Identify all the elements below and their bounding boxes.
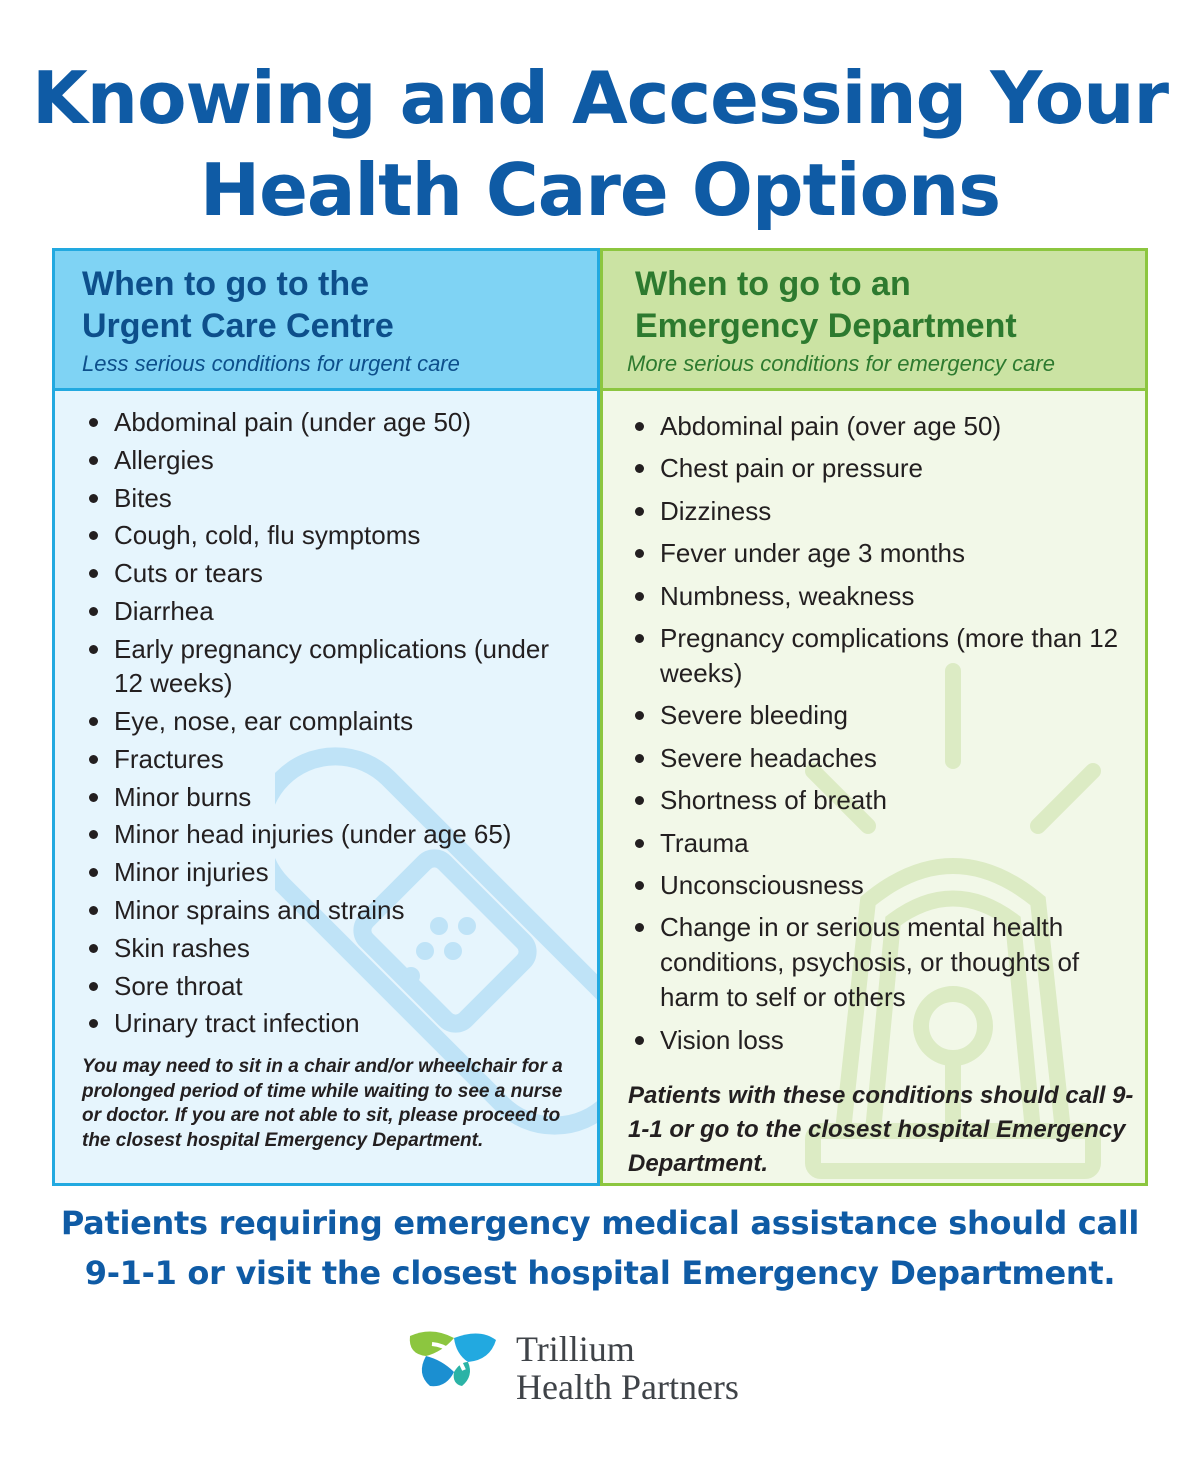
list-item: Allergies xyxy=(83,443,583,478)
list-item: Numbness, weakness xyxy=(629,579,1139,614)
list-item: Minor burns xyxy=(83,780,583,815)
emergency-panel xyxy=(600,248,1148,1186)
list-item: Fever under age 3 months xyxy=(629,536,1139,571)
trillium-logo-icon xyxy=(402,1326,502,1388)
list-item: Minor sprains and strains xyxy=(83,893,583,928)
urgent-care-heading xyxy=(82,263,394,347)
urgent-care-note: You may need to sit in a chair and/or wheelchair for a prolonged period of time while waiting to see a nurse or doctor. If you are not able to sit, please proceed to the closest hospital Emergency Department. xyxy=(82,1056,563,1151)
list-item: Chest pain or pressure xyxy=(629,451,1139,486)
list-item: Bites xyxy=(83,481,583,516)
logo-wordmark-line-2: Health Partners xyxy=(516,1367,739,1407)
emergency-conditions-list xyxy=(629,409,1139,1065)
logo-wordmark xyxy=(516,1330,739,1406)
urgent-care-subtitle: Less serious conditions for urgent care xyxy=(82,351,460,376)
list-item: Diarrhea xyxy=(83,594,583,629)
urgent-care-header xyxy=(55,251,600,391)
list-item: Eye, nose, ear complaints xyxy=(83,704,583,739)
list-item: Shortness of breath xyxy=(629,783,1139,818)
list-item: Abdominal pain (over age 50) xyxy=(629,409,1139,444)
emergency-call-message-line-1: Patients requiring emergency medical assistance should call xyxy=(60,1204,1140,1242)
list-item: Cuts or tears xyxy=(83,556,583,591)
list-item: Cough, cold, flu symptoms xyxy=(83,518,583,553)
emergency-heading xyxy=(635,263,1017,347)
list-item: Severe bleeding xyxy=(629,698,1139,733)
list-item: Dizziness xyxy=(629,494,1139,529)
page-title-line-2: Health Care Options xyxy=(199,148,1001,232)
urgent-care-panel xyxy=(52,248,600,1186)
logo-wordmark-line-1: Trillium xyxy=(516,1329,635,1369)
emergency-heading-line-2: Emergency Department xyxy=(635,307,1017,345)
emergency-subtitle: More serious conditions for emergency care xyxy=(627,351,1055,376)
trillium-logo xyxy=(402,1326,822,1407)
list-item: Sore throat xyxy=(83,969,583,1004)
urgent-care-conditions-list xyxy=(83,405,583,1044)
list-item: Change in or serious mental health conditions, psychosis, or thoughts of harm to self or others xyxy=(629,910,1139,1015)
list-item: Vision loss xyxy=(629,1023,1139,1058)
list-item: Skin rashes xyxy=(83,931,583,966)
list-item: Trauma xyxy=(629,826,1139,861)
emergency-call-message-line-2: 9-1-1 or visit the closest hospital Emergency Department. xyxy=(84,1254,1116,1292)
emergency-call-message xyxy=(0,1198,1200,1298)
list-item: Minor head injuries (under age 65) xyxy=(83,817,583,852)
list-item: Severe headaches xyxy=(629,741,1139,776)
urgent-care-heading-line-1: When to go to the xyxy=(82,265,370,303)
list-item: Fractures xyxy=(83,742,583,777)
emergency-heading-line-1: When to go to an xyxy=(635,265,911,303)
list-item: Pregnancy complications (more than 12 weeks) xyxy=(629,621,1139,691)
list-item: Abdominal pain (under age 50) xyxy=(83,405,583,440)
page-title xyxy=(0,52,1200,236)
urgent-care-heading-line-2: Urgent Care Centre xyxy=(82,307,394,345)
list-item: Minor injuries xyxy=(83,855,583,890)
list-item: Urinary tract infection xyxy=(83,1006,583,1041)
emergency-note: Patients with these conditions should call 9-1-1 or go to the closest hospital Emergency Department. xyxy=(628,1082,1134,1177)
page-title-line-1: Knowing and Accessing Your xyxy=(32,56,1168,140)
list-item: Early pregnancy complications (under 12 weeks) xyxy=(83,632,583,701)
list-item: Unconsciousness xyxy=(629,868,1139,903)
emergency-header xyxy=(603,251,1145,391)
